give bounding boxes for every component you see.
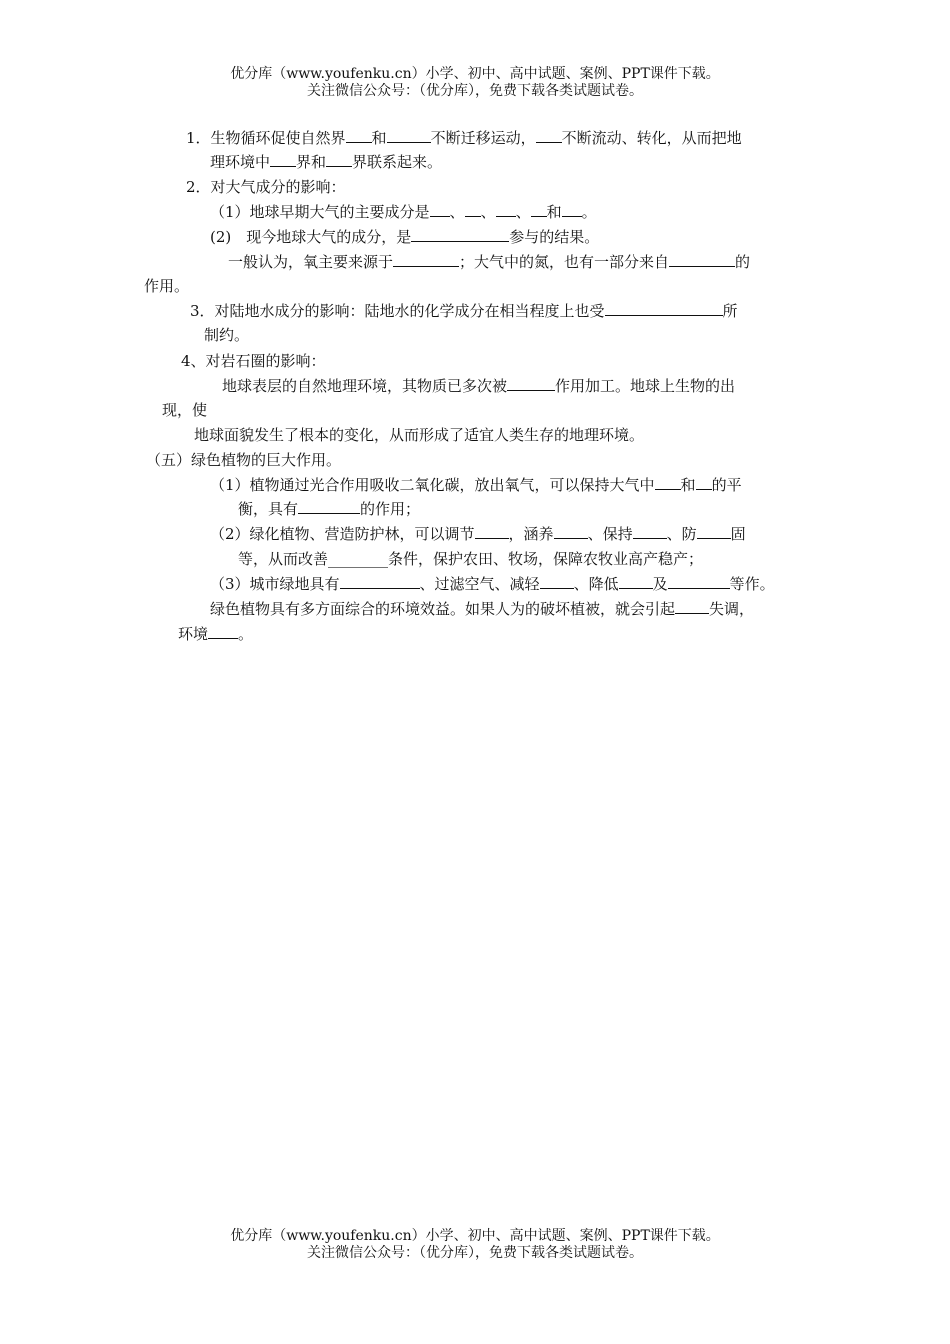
answer-blank[interactable] (619, 573, 653, 589)
answer-blank[interactable] (430, 201, 450, 217)
q2-sub-1: （1）地球早期大气的主要成分是 、 、 、 和 。 (210, 203, 597, 221)
answer-blank[interactable] (668, 573, 730, 589)
q2-title: 2．对大气成分的影响： (186, 178, 346, 196)
answer-blank[interactable] (633, 523, 667, 539)
answer-blank[interactable] (655, 474, 681, 490)
answer-blank[interactable] (669, 251, 735, 267)
answer-blank[interactable] (605, 300, 723, 316)
answer-blank[interactable] (298, 498, 360, 514)
page-header (0, 66, 950, 100)
answer-blank[interactable] (475, 523, 509, 539)
q4-line-2: 现，使 (162, 401, 208, 419)
s5-point-3: （3）城市绿地具有 、过滤空气、减轻 、降低 及 等作。 (210, 575, 775, 593)
header-line-2: 关注微信公众号：（优分库），免费下载各类试题试卷。 (307, 83, 643, 99)
answer-blank[interactable] (346, 127, 372, 143)
answer-blank[interactable] (326, 151, 352, 167)
footer-line-2: 关注微信公众号：（优分库），免费下载各类试题试卷。 (307, 1245, 643, 1261)
answer-blank[interactable] (554, 523, 588, 539)
answer-blank[interactable] (675, 598, 709, 614)
q4-line-3: 地球面貌发生了根本的变化，从而形成了适宜人类生存的地理环境。 (194, 426, 645, 444)
answer-blank[interactable] (340, 573, 420, 589)
q2-sub-3-cont: 作用。 (144, 277, 190, 295)
answer-blank[interactable] (465, 201, 481, 217)
answer-blank[interactable] (697, 523, 731, 539)
footer-line-1: 优分库（www.youfenku.cn）小学、初中、高中试题、案例、PPT课件下载。 (230, 1228, 720, 1244)
q4-title: 4、对岩石圈的影响： (181, 352, 326, 370)
answer-blank[interactable] (531, 201, 547, 217)
answer-blank[interactable] (208, 623, 238, 639)
s5-point-1: （1）植物通过光合作用吸收二氧化碳，放出氧气，可以保持大气中 和 的平 (210, 476, 742, 494)
answer-blank[interactable] (496, 201, 516, 217)
q2-sub-2: (2) 现今地球大气的成分，是 参与的结果。 (210, 228, 600, 246)
s5-point-4: 绿色植物具有多方面综合的环境效益。如果人为的破坏植被，就会引起 失调， (210, 600, 755, 618)
s5-point-4-cont: 环境 。 (178, 625, 254, 643)
s5-point-2: （2）绿化植物、营造防护林，可以调节 ，涵养 、保持 、防 固 (210, 525, 746, 543)
answer-blank[interactable] (387, 127, 431, 143)
answer-blank[interactable] (270, 151, 296, 167)
answer-blank[interactable] (696, 474, 712, 490)
q3-line-1: 3．对陆地水成分的影响：陆地水的化学成分在相当程度上也受 所 (190, 302, 738, 320)
section-5-title: （五）绿色植物的巨大作用。 (146, 451, 342, 469)
answer-blank[interactable] (562, 201, 582, 217)
q1-line-2: 理环境中 界和 界联系起来。 (210, 153, 443, 171)
answer-blank[interactable] (507, 375, 555, 391)
answer-blank[interactable] (411, 226, 509, 242)
q4-line-1: 地球表层的自然地理环境，其物质已多次被 作用加工。地球上生物的出 (222, 377, 736, 395)
answer-blank[interactable] (536, 127, 562, 143)
answer-blank[interactable] (393, 251, 459, 267)
s5-point-2-cont: 等，从而改善________条件，保护农田、牧场，保障农牧业高产稳产； (238, 550, 704, 568)
answer-blank[interactable] (540, 573, 574, 589)
page-footer (0, 1228, 950, 1262)
header-line-1: 优分库（www.youfenku.cn）小学、初中、高中试题、案例、PPT课件下载。 (230, 66, 720, 82)
s5-point-1-cont: 衡，具有 的作用； (238, 500, 421, 518)
q3-line-2: 制约。 (204, 326, 250, 344)
q2-sub-3: 一般认为，氧主要来源于 ；大气中的氮，也有一部分来自 的 (228, 253, 751, 271)
q1-line-1: 1．生物循环促使自然界 和 不断迁移运动， 不断流动、转化，从而把地 (186, 129, 742, 147)
